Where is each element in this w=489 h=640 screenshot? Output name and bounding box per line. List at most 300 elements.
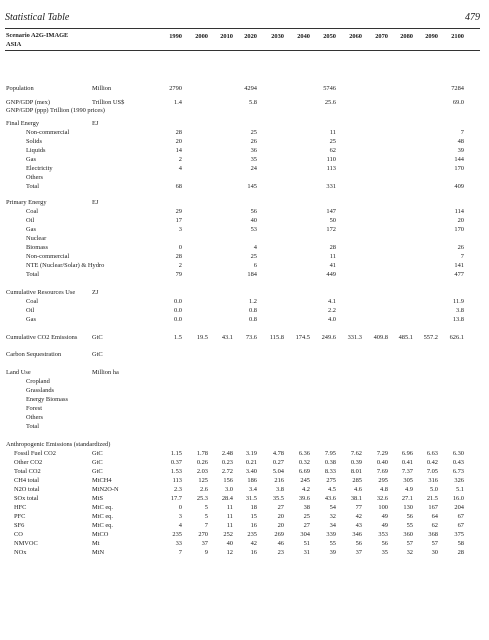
- table-row: [0, 467, 489, 476]
- table-cell: 409: [454, 183, 464, 190]
- table-cell: 14: [175, 147, 182, 154]
- table-cell: 0.21: [245, 459, 257, 466]
- table-cell: 1.4: [174, 99, 182, 106]
- table-cell: 7: [460, 253, 464, 260]
- top-rule: [5, 28, 480, 29]
- row-label: Total CO2: [14, 468, 41, 475]
- table-cell: 7.69: [376, 468, 388, 475]
- table-row: [0, 164, 489, 173]
- table-row: [0, 243, 489, 252]
- table-cell: 360: [403, 531, 413, 538]
- table-cell: 54: [329, 504, 336, 511]
- table-cell: 18: [250, 504, 257, 511]
- table-cell: 2.03: [196, 468, 208, 475]
- table-cell: 31: [303, 549, 310, 556]
- table-cell: 19.5: [196, 334, 208, 341]
- table-cell: 16.0: [452, 495, 464, 502]
- table-cell: 73.6: [245, 334, 257, 341]
- row-unit: MtCO: [92, 531, 109, 538]
- table-cell: 0.23: [221, 459, 233, 466]
- table-cell: 24: [250, 165, 257, 172]
- table-cell: 20: [175, 138, 182, 145]
- table-cell: 42: [250, 540, 257, 547]
- table-cell: 25.3: [196, 495, 208, 502]
- table-cell: 5.04: [272, 468, 284, 475]
- table-cell: 68: [175, 183, 182, 190]
- table-cell: 9: [204, 549, 208, 556]
- table-row: [0, 119, 489, 128]
- row-label: Coal: [26, 298, 39, 305]
- table-cell: 3: [178, 226, 182, 233]
- table-cell: 27.1: [401, 495, 413, 502]
- table-cell: 35.5: [272, 495, 284, 502]
- table-row: [0, 503, 489, 512]
- table-cell: 125: [198, 477, 208, 484]
- table-row: [0, 198, 489, 207]
- row-label: Energy Biomass: [26, 396, 68, 403]
- table-cell: 245: [300, 477, 310, 484]
- table-cell: 25: [250, 129, 257, 136]
- table-cell: 1.2: [249, 298, 257, 305]
- table-cell: 5.8: [249, 99, 257, 106]
- running-title: Statistical Table: [5, 12, 70, 23]
- table-cell: 28.4: [221, 495, 233, 502]
- table-row: [0, 377, 489, 386]
- table-cell: 49: [381, 513, 388, 520]
- table-cell: 5.0: [430, 486, 438, 493]
- table-cell: 3.19: [245, 450, 257, 457]
- row-label: NOx: [14, 549, 27, 556]
- table-cell: 7.62: [350, 450, 362, 457]
- table-row: [0, 485, 489, 494]
- row-unit: MtN: [92, 549, 105, 556]
- table-cell: 77: [355, 504, 362, 511]
- row-label: Final Energy: [6, 120, 40, 127]
- table-row: [0, 449, 489, 458]
- region-row: [0, 40, 489, 49]
- row-unit: Mt: [92, 540, 100, 547]
- table-cell: 100: [378, 504, 388, 511]
- table-cell: 7284: [451, 85, 464, 92]
- row-label: CH4 total: [14, 477, 40, 484]
- row-label: Nuclear: [26, 235, 47, 242]
- table-cell: 7.29: [376, 450, 388, 457]
- table-cell: 130: [403, 504, 413, 511]
- row-label: Total: [26, 271, 40, 278]
- table-cell: 41: [329, 262, 336, 269]
- table-cell: 0.27: [272, 459, 284, 466]
- table-cell: 0.26: [196, 459, 208, 466]
- row-label: Total: [26, 423, 40, 430]
- table-cell: 5: [204, 513, 208, 520]
- table-row: [0, 252, 489, 261]
- table-row: [0, 422, 489, 431]
- row-label: Gas: [26, 156, 36, 163]
- table-cell: 331.3: [347, 334, 362, 341]
- table-cell: 6.36: [298, 450, 310, 457]
- row-label: Non-commercial: [26, 129, 70, 136]
- year-header: 2060: [349, 33, 362, 40]
- table-cell: 339: [326, 531, 336, 538]
- table-cell: 2.3: [174, 486, 182, 493]
- row-label: PFC: [14, 513, 26, 520]
- table-cell: 67: [457, 513, 464, 520]
- table-cell: 141: [454, 262, 464, 269]
- year-header: 2090: [425, 33, 438, 40]
- table-cell: 20: [457, 217, 464, 224]
- table-cell: 1.5: [174, 334, 182, 341]
- table-cell: 42: [355, 513, 362, 520]
- table-cell: 147: [326, 208, 336, 215]
- table-cell: 6.96: [401, 450, 413, 457]
- table-cell: 33: [175, 540, 182, 547]
- table-cell: 8.33: [324, 468, 336, 475]
- table-cell: 4.2: [302, 486, 310, 493]
- row-unit: GtC: [92, 468, 103, 475]
- row-label: Oil: [26, 307, 35, 314]
- table-cell: 20: [277, 522, 284, 529]
- table-cell: 331: [326, 183, 336, 190]
- table-cell: 110: [326, 156, 336, 163]
- table-cell: 0.8: [249, 316, 257, 323]
- table-cell: 31.5: [245, 495, 257, 502]
- table-cell: 326: [454, 477, 464, 484]
- table-row: [0, 440, 489, 449]
- table-cell: 21.5: [426, 495, 438, 502]
- table-row: [0, 306, 489, 315]
- table-cell: 409.8: [373, 334, 388, 341]
- table-cell: 2.6: [200, 486, 208, 493]
- table-cell: 25: [303, 513, 310, 520]
- table-cell: 34: [329, 522, 336, 529]
- table-cell: 4: [178, 165, 182, 172]
- row-label: Carbon Sequestration: [6, 351, 62, 358]
- table-cell: 43: [355, 522, 362, 529]
- year-header: 2070: [375, 33, 388, 40]
- row-unit: GtC: [92, 334, 103, 341]
- table-cell: 285: [352, 477, 362, 484]
- table-row: [0, 333, 489, 342]
- table-cell: 23: [277, 549, 284, 556]
- table-cell: 40: [250, 217, 257, 224]
- row-label: Cumulative CO2 Emissions: [6, 334, 78, 341]
- row-unit: EJ: [92, 199, 99, 206]
- table-cell: 235: [247, 531, 257, 538]
- row-label: Gas: [26, 226, 36, 233]
- table-cell: 62: [431, 522, 438, 529]
- page-header: [5, 6, 480, 28]
- table-cell: 216: [274, 477, 284, 484]
- year-header: 2020: [244, 33, 257, 40]
- table-cell: 62: [329, 147, 336, 154]
- table-cell: 38.1: [350, 495, 362, 502]
- table-cell: 252: [223, 531, 233, 538]
- table-cell: 316: [428, 477, 438, 484]
- table-cell: 56: [250, 208, 257, 215]
- row-label: Other CO2: [14, 459, 43, 466]
- table-row: [0, 84, 489, 93]
- table-cell: 56: [381, 540, 388, 547]
- row-label: N2O total: [14, 486, 40, 493]
- table-cell: 43.6: [324, 495, 336, 502]
- table-cell: 2.72: [221, 468, 233, 475]
- table-cell: 39.6: [298, 495, 310, 502]
- table-row: [0, 476, 489, 485]
- table-row: [0, 146, 489, 155]
- table-cell: 32.6: [376, 495, 388, 502]
- table-cell: 25: [329, 138, 336, 145]
- row-label: SOx total: [14, 495, 39, 502]
- table-row: [0, 155, 489, 164]
- table-cell: 6.30: [452, 450, 464, 457]
- table-cell: 43.1: [221, 334, 233, 341]
- table-row: [0, 458, 489, 467]
- table-cell: 2.2: [328, 307, 336, 314]
- table-cell: 2790: [169, 85, 182, 92]
- table-cell: 5: [204, 504, 208, 511]
- table-cell: 37: [355, 549, 362, 556]
- page-number: 479: [465, 12, 480, 23]
- table-row: [0, 530, 489, 539]
- header-rule: [5, 50, 480, 51]
- table-row: [0, 234, 489, 243]
- table-row: [0, 368, 489, 377]
- table-cell: 56: [355, 540, 362, 547]
- table-cell: 184: [247, 271, 257, 278]
- table-cell: 28: [175, 129, 182, 136]
- table-cell: 26: [457, 244, 464, 251]
- table-cell: 0.0: [174, 307, 182, 314]
- table-cell: 67: [457, 522, 464, 529]
- table-cell: 3.8: [276, 486, 284, 493]
- table-row: [0, 173, 489, 182]
- table-cell: 11: [329, 253, 336, 260]
- table-cell: 113: [172, 477, 182, 484]
- row-label: Liquids: [26, 147, 46, 154]
- table-cell: 16: [250, 549, 257, 556]
- table-cell: 27: [277, 504, 284, 511]
- table-row: [0, 404, 489, 413]
- table-cell: 53: [250, 226, 257, 233]
- table-row: [0, 106, 489, 115]
- table-cell: 172: [326, 226, 336, 233]
- year-header: 2010: [220, 33, 233, 40]
- row-unit: GtC: [92, 459, 103, 466]
- table-cell: 20: [277, 513, 284, 520]
- row-unit: ZJ: [92, 289, 99, 296]
- table-cell: 55: [406, 522, 413, 529]
- table-cell: 7: [460, 129, 464, 136]
- table-row: [0, 207, 489, 216]
- table-cell: 28: [329, 244, 336, 251]
- table-cell: 28: [457, 549, 464, 556]
- row-unit: MtC eq.: [92, 522, 113, 529]
- table-cell: 11.9: [453, 298, 464, 305]
- row-unit: MtCH4: [92, 477, 112, 484]
- table-cell: 1.15: [170, 450, 182, 457]
- table-cell: 0: [178, 504, 182, 511]
- table-cell: 4294: [244, 85, 257, 92]
- table-cell: 3.8: [456, 307, 464, 314]
- row-label: HFC: [14, 504, 27, 511]
- table-cell: 7: [178, 549, 182, 556]
- table-row: [0, 288, 489, 297]
- table-cell: 49: [381, 522, 388, 529]
- table-row: [0, 137, 489, 146]
- row-label: Biomass: [26, 244, 49, 251]
- table-row: [0, 128, 489, 137]
- row-label: Solids: [26, 138, 42, 145]
- row-label: Oil: [26, 217, 35, 224]
- table-cell: 269: [274, 531, 284, 538]
- table-cell: 48: [457, 138, 464, 145]
- table-row: [0, 386, 489, 395]
- table-cell: 3.40: [245, 468, 257, 475]
- table-cell: 167: [428, 504, 438, 511]
- table-cell: 8.01: [350, 468, 362, 475]
- table-cell: 156: [223, 477, 233, 484]
- table-cell: 40: [226, 540, 233, 547]
- table-cell: 477: [454, 271, 464, 278]
- table-cell: 7.05: [426, 468, 438, 475]
- table-cell: 46: [277, 540, 284, 547]
- table-cell: 36: [250, 147, 257, 154]
- table-cell: 51: [303, 540, 310, 547]
- table-cell: 4.5: [328, 486, 336, 493]
- table-cell: 144: [454, 156, 464, 163]
- table-cell: 346: [352, 531, 362, 538]
- row-label: NTE (Nuclear/Solar) & Hydro: [26, 262, 105, 269]
- row-label: Anthropogenic Emissions (standardized): [6, 441, 111, 448]
- table-cell: 4.1: [328, 298, 336, 305]
- row-label: Cumulative Resources Use: [6, 289, 76, 296]
- row-unit: MtC eq.: [92, 513, 113, 520]
- table-cell: 29: [175, 208, 182, 215]
- table-row: [0, 521, 489, 530]
- table-cell: 6: [253, 262, 257, 269]
- table-cell: 0.8: [249, 307, 257, 314]
- table-cell: 26: [250, 138, 257, 145]
- table-cell: 17: [175, 217, 182, 224]
- table-cell: 39: [329, 549, 336, 556]
- table-cell: 113: [326, 165, 336, 172]
- table-cell: 0: [178, 244, 182, 251]
- table-row: [0, 225, 489, 234]
- table-cell: 4: [178, 522, 182, 529]
- table-row: [0, 270, 489, 279]
- table-cell: 37: [201, 540, 208, 547]
- table-row: [0, 548, 489, 557]
- row-label: Total: [26, 183, 40, 190]
- table-row: [0, 539, 489, 548]
- table-cell: 25: [250, 253, 257, 260]
- table-cell: 353: [378, 531, 388, 538]
- year-header: 1990: [169, 33, 182, 40]
- table-cell: 557.2: [423, 334, 438, 341]
- table-cell: 79: [175, 271, 182, 278]
- table-cell: 4.9: [405, 486, 413, 493]
- table-cell: 35: [381, 549, 388, 556]
- table-cell: 626.1: [449, 334, 464, 341]
- table-row: [0, 182, 489, 191]
- table-cell: 69.0: [452, 99, 464, 106]
- table-cell: 0.42: [426, 459, 438, 466]
- table-cell: 0.0: [174, 316, 182, 323]
- table-row: [0, 413, 489, 422]
- row-label: NMVOC: [14, 540, 38, 547]
- row-label: Cropland: [26, 378, 50, 385]
- table-cell: 7.95: [324, 450, 336, 457]
- table-cell: 28: [175, 253, 182, 260]
- table-cell: 304: [300, 531, 310, 538]
- table-cell: 0.40: [376, 459, 388, 466]
- table-cell: 35: [250, 156, 257, 163]
- table-cell: 32: [406, 549, 413, 556]
- table-cell: 56: [406, 513, 413, 520]
- table-row: [0, 512, 489, 521]
- table-cell: 58: [457, 540, 464, 547]
- year-header: 2100: [451, 33, 464, 40]
- region-label: ASIA: [6, 41, 22, 48]
- row-label: CO: [14, 531, 23, 538]
- row-label: GNP/GDP (ppp) Trillion (1990 prices): [6, 107, 105, 114]
- table-cell: 4.78: [272, 450, 284, 457]
- row-label: Fossil Fuel CO2: [14, 450, 56, 457]
- row-unit: MtN2O-N: [92, 486, 119, 493]
- table-cell: 5746: [323, 85, 336, 92]
- row-unit: MtC eq.: [92, 504, 113, 511]
- row-unit: Trillion US$: [92, 99, 125, 106]
- table-cell: 13.8: [452, 316, 464, 323]
- row-label: Land Use: [6, 369, 31, 376]
- table-cell: 235: [172, 531, 182, 538]
- table-cell: 16: [250, 522, 257, 529]
- table-cell: 275: [326, 477, 336, 484]
- year-header: 2050: [323, 33, 336, 40]
- table-cell: 7: [204, 522, 208, 529]
- row-label: GNP/GDP (mex): [6, 99, 50, 106]
- table-cell: 4: [253, 244, 257, 251]
- table-row: [0, 315, 489, 324]
- table-cell: 57: [406, 540, 413, 547]
- row-unit: GtC: [92, 450, 103, 457]
- scenario-title: Scenario A2G-IMAGE: [6, 32, 69, 39]
- year-header: 2040: [297, 33, 310, 40]
- row-label: Grasslands: [26, 387, 55, 394]
- table-cell: 32: [329, 513, 336, 520]
- table-row: [0, 494, 489, 503]
- table-cell: 186: [247, 477, 257, 484]
- table-cell: 6.73: [452, 468, 464, 475]
- row-label: Primary Energy: [6, 199, 47, 206]
- table-cell: 0.38: [324, 459, 336, 466]
- row-unit: MtS: [92, 495, 104, 502]
- table-cell: 3.4: [249, 486, 257, 493]
- table-cell: 1.53: [170, 468, 182, 475]
- table-cell: 270: [198, 531, 208, 538]
- table-cell: 27: [303, 522, 310, 529]
- table-cell: 3.0: [225, 486, 233, 493]
- row-unit: Million: [92, 85, 112, 92]
- table-cell: 3: [178, 513, 182, 520]
- table-cell: 11: [226, 522, 233, 529]
- table-cell: 38: [303, 504, 310, 511]
- row-label: Others: [26, 174, 44, 181]
- table-cell: 170: [454, 165, 464, 172]
- table-cell: 7.37: [401, 468, 413, 475]
- year-header-row: [0, 32, 489, 41]
- table-cell: 25.6: [324, 99, 336, 106]
